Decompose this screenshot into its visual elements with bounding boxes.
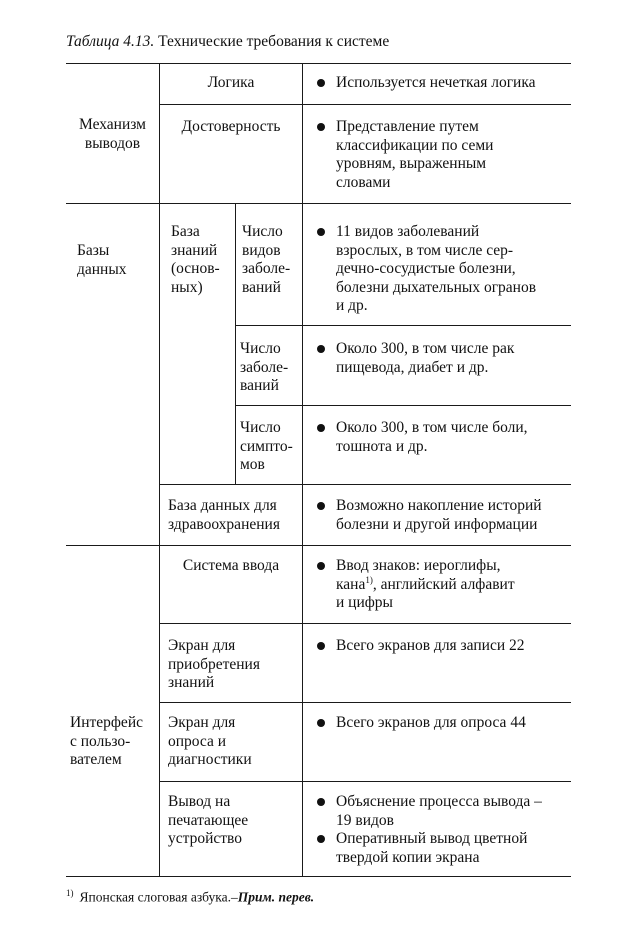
subcell-line: Число	[240, 419, 281, 436]
subcell-screen-knowledge	[168, 637, 260, 693]
subcell-line: База	[171, 223, 200, 240]
subcell-logic	[160, 74, 302, 93]
subcell-line: устройство	[168, 830, 243, 847]
rule-diseases-bottom	[236, 405, 571, 406]
rule-kb-split	[235, 203, 236, 484]
subcell-line: Число	[242, 223, 283, 240]
subcell-input-system	[160, 557, 302, 576]
bullet-line: дечно-сосудистые болезни,	[336, 260, 516, 277]
group-label-line: Интерфейс	[70, 714, 143, 731]
bullet-line: Оперативный вывод цветной	[336, 830, 528, 847]
subcell-line: ных)	[171, 278, 203, 296]
subcell-line: (основ-	[171, 260, 220, 277]
bullet-icon	[317, 562, 325, 570]
group-label-line: данных	[77, 260, 127, 278]
bullet-icon	[317, 345, 325, 353]
rule-survey-bottom	[160, 781, 571, 782]
subcell-count-symptoms	[240, 419, 293, 475]
bullet-item	[316, 118, 493, 192]
kana-text: кана	[336, 575, 366, 593]
rule-input-bottom	[160, 623, 571, 624]
bullet-item	[316, 557, 515, 613]
bullet-icon	[317, 719, 325, 727]
rule-databases-bottom	[66, 545, 571, 546]
subcell-line: диагностики	[168, 751, 252, 768]
bullet-icon	[317, 642, 325, 650]
bullet-item	[316, 714, 526, 733]
alphabet-text: , английский алфавит	[372, 575, 515, 593]
bullet-line: Представление путем	[336, 118, 479, 135]
footnote	[66, 888, 314, 906]
footnote-marker: 1)	[66, 888, 74, 898]
bullet-line: Объяснение процесса вывода –	[336, 793, 542, 810]
bullet-line: уровням, выраженным	[336, 155, 487, 172]
footnote-text: Японская слоговая азбука.–	[79, 889, 238, 905]
subcell-count-types	[242, 223, 290, 297]
value-input-system	[316, 557, 515, 613]
group-label-line: выводов	[84, 134, 141, 152]
subcell-line: заболе-	[240, 358, 289, 376]
bullet-line: болезни дыхательных огранов	[336, 278, 537, 296]
bullet-icon	[317, 79, 325, 87]
bullet-line: Ввод знаков: иероглифы,	[336, 557, 501, 574]
bullet-item	[316, 497, 542, 534]
bullet-line: классификации по семи	[336, 136, 494, 154]
bullet-line: словами	[336, 173, 391, 191]
bullet-icon	[317, 123, 325, 131]
subcell-line: Логика	[207, 74, 255, 91]
subcell-line: Система ввода	[182, 557, 280, 574]
subcell-line: ваний	[240, 377, 279, 394]
rule-knowledge-bottom	[160, 702, 571, 703]
subcell-line: ваний	[242, 278, 281, 296]
bullet-icon	[317, 424, 325, 432]
subcell-line: Экран для	[168, 637, 236, 654]
subcell-count-diseases	[240, 340, 288, 396]
bullet-icon	[317, 835, 325, 843]
group-databases	[77, 242, 127, 279]
bullet-icon	[317, 502, 325, 510]
table-title: Технические требования к системе	[158, 33, 390, 50]
bullet-line: и цифры	[336, 594, 393, 611]
group-label-line: Механизм	[79, 116, 146, 133]
subcell-printer-output	[168, 793, 248, 849]
subcell-reliability	[160, 118, 302, 137]
subcell-line: знаний	[171, 241, 218, 259]
bullet-line: болезни и другой информации	[336, 515, 538, 533]
value-screen-knowledge	[316, 637, 525, 656]
rule-logic-bottom	[160, 104, 571, 105]
bullet-line: Используется нечеткая логика	[336, 74, 536, 91]
subcell-line: Экран для	[168, 714, 236, 731]
bullet-line: взрослых, в том числе сер-	[336, 241, 514, 259]
subcell-line: симпто-	[240, 437, 293, 455]
bullet-line: Всего экранов для опроса 44	[336, 714, 526, 731]
bullet-item	[316, 419, 528, 456]
bullet-line: тошнота и др.	[336, 437, 428, 455]
value-count-diseases	[316, 340, 514, 377]
value-screen-survey	[316, 714, 526, 733]
bullet-item	[316, 223, 536, 316]
bullet-line: Около 300, в том числе боли,	[336, 419, 528, 436]
rule-inference-bottom	[66, 203, 571, 204]
subcell-line: Число	[240, 340, 281, 357]
group-label-line: с пользо-	[70, 732, 131, 750]
rule-top	[66, 63, 571, 64]
bullet-line: пищевода, диабет и др.	[336, 358, 489, 376]
group-inference-mechanism	[66, 116, 159, 153]
group-label-line: вателем	[70, 751, 122, 768]
bullet-line: 11 видов заболеваний	[336, 223, 480, 240]
value-count-symptoms	[316, 419, 528, 456]
rule-col1	[159, 63, 160, 876]
subcell-health-db	[168, 497, 280, 534]
bullet-item	[316, 340, 514, 377]
subcell-line: печатающее	[168, 811, 249, 829]
value-logic	[316, 74, 536, 93]
rule-col2	[302, 63, 303, 876]
subcell-line: видов	[242, 241, 281, 259]
bullet-line: Около 300, в том числе рак	[336, 340, 515, 357]
bullet-item	[316, 637, 525, 656]
subcell-line: заболе-	[242, 260, 291, 277]
bullet-line: Всего экранов для записи 22	[336, 637, 525, 654]
bullet-line: 19 видов	[336, 811, 394, 829]
bullet-item	[316, 793, 542, 830]
translator-note: Прим. перев.	[237, 889, 315, 905]
footnote-ref: 1)	[365, 574, 373, 585]
group-user-interface	[70, 714, 143, 770]
value-printer-output	[316, 793, 542, 867]
rule-kb-bottom	[160, 484, 571, 485]
subcell-line: База данных для	[168, 497, 277, 514]
value-health-db	[316, 497, 542, 534]
bullet-line	[336, 576, 515, 595]
subcell-line: знаний	[168, 674, 215, 691]
subcell-knowledge-base	[171, 223, 220, 297]
bullet-item	[316, 74, 536, 93]
subcell-line: Вывод на	[168, 793, 231, 810]
bullet-icon	[317, 798, 325, 806]
subcell-line: опроса и	[168, 732, 227, 750]
subcell-line: здравоохранения	[168, 515, 280, 533]
table-number: Таблица 4.13.	[66, 33, 155, 50]
value-reliability	[316, 118, 493, 192]
bullet-line: и др.	[336, 297, 368, 314]
table-caption	[66, 33, 389, 51]
rule-types-bottom	[236, 325, 571, 326]
subcell-screen-survey	[168, 714, 252, 770]
bullet-icon	[317, 228, 325, 236]
subcell-line: Достоверность	[181, 118, 281, 135]
rule-bottom	[66, 876, 571, 877]
bullet-item	[316, 830, 542, 867]
subcell-line: мов	[240, 456, 265, 473]
subcell-line: приобретения	[168, 655, 260, 673]
bullet-line: твердой копии экрана	[336, 848, 480, 866]
group-label-line: Базы	[77, 242, 110, 259]
value-count-types	[316, 223, 536, 316]
bullet-line: Возможно накопление историй	[336, 497, 542, 514]
